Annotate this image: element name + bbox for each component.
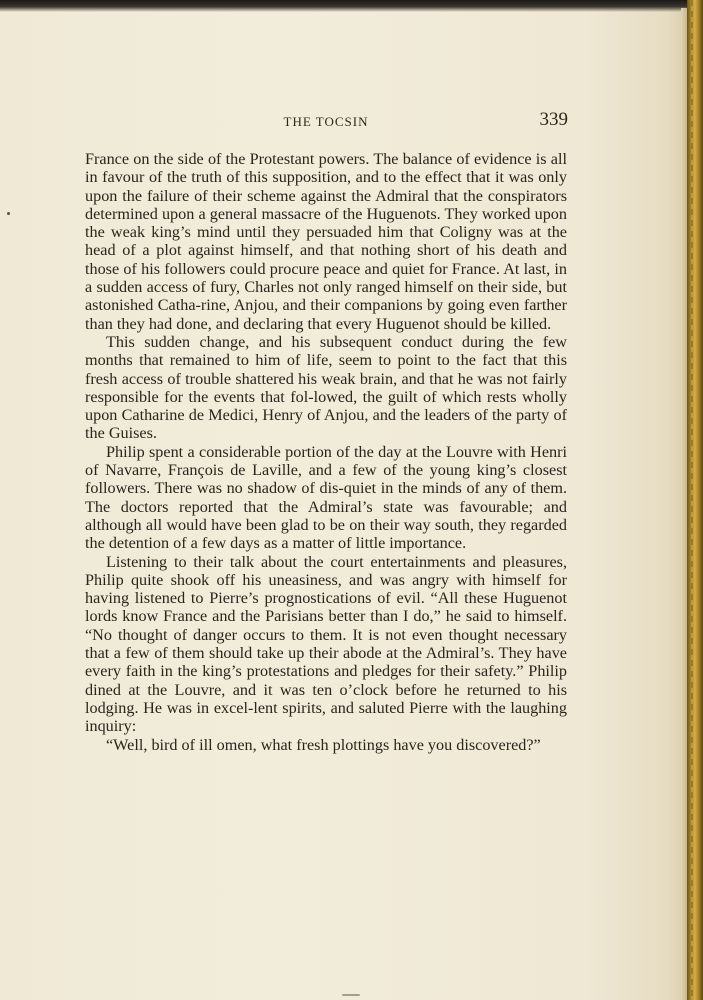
print-speck xyxy=(342,994,360,996)
paragraph: Philip spent a considerable portion of the day at the Louvre with Henri of Navarre, François de Laville, and a few of the young king’s closest followers. There was no shadow of dis-quiet in the minds of any of them. The doctors reported that the Admiral’s state was favourable; and although all would have been glad to be on their way south, they regarded the detention of a few days as a matter of little importance. xyxy=(85,442,567,553)
paragraph: Listening to their talk about the court entertainments and pleasures, Philip quite shook off his uneasiness, and was angry with himself for having listened to Pierre’s prognostications of evil. “All these Huguenot lords know France and the Parisians better than I do,” he said to himself. “No thought of danger occurs to them. It is not even thought necessary that a few of them should take up their abode at the Admiral’s. They have every faith in the king’s protestations and pledges for their safety.” Philip dined at the Louvre, and it was ten o’clock before he returned to his lodging. He was in excel-lent spirits, and saluted Pierre with the laughing inquiry: xyxy=(85,552,567,736)
running-title: THE TOCSIN xyxy=(283,114,369,129)
paragraph: France on the side of the Protestant powers. The balance of evidence is all in favour of the truth of this supposition, and to the effect that it was only upon the failure of their scheme against the Admiral that the conspirators determined upon a general massacre of the Huguenots. They worked upon the weak king’s mind until they persuaded him that Coligny was at the head of a plot against himself, and that nothing short of his death and those of his followers could procure peace and quiet for France. At last, in a sudden access of fury, Charles not only ranged himself on their side, but astonished Catha-rine, Anjou, and their companions by going even farther than they had done, and declaring that every Huguenot should be killed. xyxy=(85,150,567,333)
body-text xyxy=(85,150,567,754)
print-speck xyxy=(7,212,10,215)
paragraph: “Well, bird of ill omen, what fresh plottings have you discovered?” xyxy=(106,735,541,754)
running-head xyxy=(84,108,568,132)
paragraph: This sudden change, and his subsequent conduct during the few months that remained to him of life, seem to point to the fact that this fresh access of trouble shattered his weak brain, and that he was not fairly responsible for the events that fol-lowed, the guilt of which rests wholly upon Catharine de Medici, Henry of Anjou, and the leaders of the party of the Guises. xyxy=(85,332,567,443)
top-shadow xyxy=(0,0,703,12)
book-cover-edge xyxy=(687,0,703,1000)
page-number: 339 xyxy=(539,109,568,130)
